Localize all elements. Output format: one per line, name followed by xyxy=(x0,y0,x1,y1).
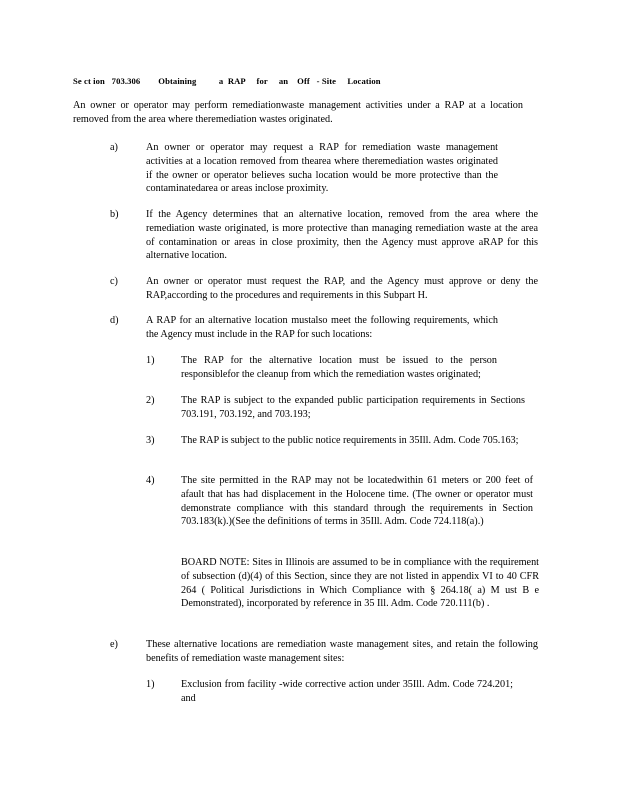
item-d4-label: 4) xyxy=(146,475,155,486)
item-b-text xyxy=(146,208,538,263)
item-d2-text xyxy=(181,394,525,422)
item-d1-label: 1) xyxy=(146,355,155,366)
section-heading: Se ct ion 703.306 Obtaining a RAP for an Off - Site Location xyxy=(73,76,381,86)
item-d2-label: 2) xyxy=(146,395,155,406)
intro-paragraph: An owner or operator may perform remediationwaste management activities under a RAP at a location removed from the area where theremediation wastes originated. xyxy=(73,100,523,125)
item-c-text xyxy=(146,275,538,303)
item-c-label: c) xyxy=(110,276,118,287)
item-d4-paragraph: The site permitted in the RAP may not be locatedwithin 61 meters or 200 feet of afault that has had displacement in the Holocene time. (The owner or operator must demonstrate compliance with this standard through the requirements in Section 703.183(k).)(See the definitions of terms in 35Ill. Adm. Code 724.118(a).) xyxy=(181,475,533,528)
item-e-paragraph: These alternative locations are remediation waste management sites, and retain the following benefits of remediation waste management sites: xyxy=(146,639,538,664)
item-e1-paragraph: Exclusion from facility -wide corrective action under 35Ill. Adm. Code 724.201; and xyxy=(181,679,513,704)
item-a-label: a) xyxy=(110,142,118,153)
section-intro xyxy=(73,99,523,127)
item-d1-text xyxy=(181,354,497,382)
item-c-paragraph: An owner or operator must request the RAP, and the Agency must approve or deny the RAP,according to the procedures and requirements in this Subpart H. xyxy=(146,276,538,301)
item-d3-text xyxy=(181,434,530,448)
item-e-label: e) xyxy=(110,639,118,650)
item-b-label: b) xyxy=(110,209,119,220)
item-e1-label: 1) xyxy=(146,679,155,690)
item-d4-text xyxy=(181,474,533,529)
item-d1-paragraph: The RAP for the alternative location must be issued to the person responsiblefor the cleanup from which the remediation wastes originated; xyxy=(181,355,497,380)
item-d-label: d) xyxy=(110,315,119,326)
item-e-text xyxy=(146,638,538,666)
board-note xyxy=(181,556,539,611)
item-a-text xyxy=(146,141,498,196)
item-b-paragraph: If the Agency determines that an alternative location, removed from the area where the remediation waste originated, is more protective than managing remediation waste at the area of contamination or areas in close proximity, then the Agency must approve aRAP for this alternative location. xyxy=(146,209,538,262)
item-d3-paragraph: The RAP is subject to the public notice requirements in 35Ill. Adm. Code 705.163; xyxy=(181,435,519,446)
item-d2-paragraph: The RAP is subject to the expanded public participation requirements in Sections 703.191, 703.192, and 703.193; xyxy=(181,395,525,420)
item-d-text xyxy=(146,314,498,342)
item-d3-label: 3) xyxy=(146,435,155,446)
item-e1-text xyxy=(181,678,513,706)
board-note-paragraph: BOARD NOTE: Sites in Illinois are assumed to be in compliance with the requirement of subsection (d)(4) of this Section, since they are not listed in appendix VI to 40 CFR 264 ( Political Jurisdictions in Which Compliance with § 264.18( a) M ust B e Demonstrated), incorporated by reference in 35 Ill. Adm. Code 720.111(b) . xyxy=(181,557,539,610)
item-a-paragraph: An owner or operator may request a RAP for remediation waste management activities at a location removed from thearea where theremediation wastes originated if the owner or operator believes sucha location would be more protective than the contaminatedarea or areas inclose proximity. xyxy=(146,142,498,195)
item-d-paragraph: A RAP for an alternative location mustalso meet the following requirements, which the Agency must include in the RAP for such locations: xyxy=(146,315,498,340)
